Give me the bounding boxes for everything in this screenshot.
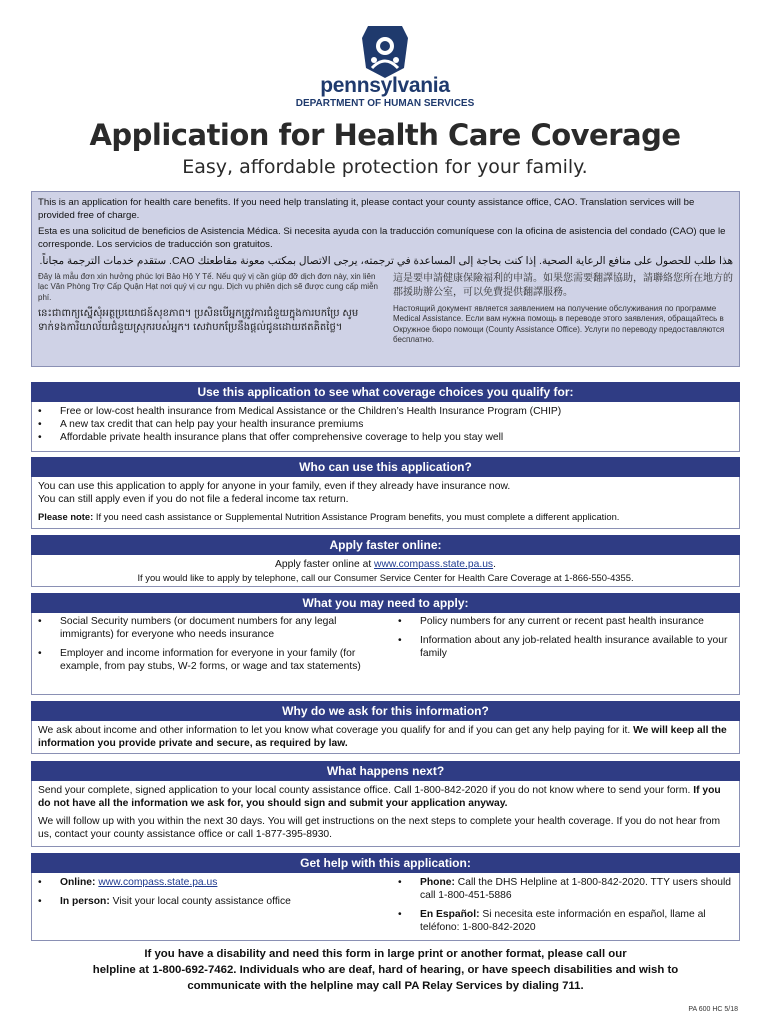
need-body [31,613,740,695]
phone-label: Phone: [420,877,455,888]
keystone-seal-icon [360,24,410,80]
notice-vietnamese: Đây là mẫu đơn xin hưởng phúc lợi Bảo Hộ Y Tế. Nếu quý vị cần giúp đỡ dịch đơn này, xin liên lạc Văn Phòng Trợ Cấp Quận Hạt nơi quý vị cư ngụ. Dịch vụ phiên dịch sẽ được cung cấp miễn phí. [38,271,378,302]
help-spanish [398,908,733,934]
accessibility-line-1: If you have a disability and need this form in large print or another format, please call our [144,948,627,960]
apply-prefix: Apply faster online at [275,559,375,570]
next-p1-bold: If you do not have all the information we ask for, you should sign and submit your application anyway. [38,785,721,809]
who-heading: Who can use this application? [31,457,740,477]
list-item: • Policy numbers for any current or recent past health insurance [398,615,733,628]
notice-chinese: 這是要申請健康保險福利的申請。如果您需要翻譯協助，請聯絡您所在地方的郡援助辦公室，可以免費提供翻譯服務。 [393,272,733,298]
online-label: Online: [60,877,96,888]
notice-arabic: هذا طلب للحصول على منافع الرعاية الصحية. إذا كنت بحاجة إلى المساعدة في ترجمته، يرجى الاتصال بمكتب معونة مقاطعتك CAO. ستقدم خدمات الترجمة مجاناً. [39,255,733,267]
next-para-1 [38,784,733,810]
in-person-label: In person: [60,896,110,907]
help-col-right [398,876,733,940]
need-heading: What you may need to apply: [31,593,740,613]
need-col-right [398,615,733,679]
why-text: We ask about income and other information to let you know what coverage you qualify for and if you can get any help paying for it. [38,725,631,736]
note-text: If you need cash assistance or Supplemental Nutrition Assistance Program benefits, you must complete a different application. [95,511,620,522]
next-para-2: We will follow up with you within the next 30 days. You will get instructions on the next steps to complete your health coverage. If you do not hear from us, contact your county assistance office or call 1-877-395-8930. [38,816,721,840]
apply-heading: Apply faster online: [31,535,740,555]
notice-col-right [393,272,733,350]
header [0,0,770,112]
need-list-right [398,615,733,660]
coverage-heading: Use this application to see what coverage choices you qualify for: [31,382,740,402]
list-item: • Free or low-cost health insurance from Medical Assistance or the Children’s Health Insurance Program (CHIP) [38,405,733,418]
who-line-1: You can use this application to apply for anyone in your family, even if they already have insurance now. [38,481,511,492]
why-heading: Why do we ask for this information? [31,701,740,721]
notice-grid [38,272,733,350]
coverage-list [38,405,733,444]
accessibility-line-3: communicate with the helpline may call PA Relay Services by dialing 711. [187,980,584,992]
page-title: Application for Health Care Coverage [89,118,681,152]
who-body [31,477,740,529]
notice-russian: Настоящий документ является заявлением на получение обслуживания по программе Medical Assistance. Если вам нужна помощь в переводе этого заявления, обращайтесь в Окружное бюро помощи (County Assistance Office). Услуги по переводу предоставляются бесплатно. [393,303,725,344]
help-compass-link[interactable]: www.compass.state.pa.us [98,877,218,888]
apply-line-1 [38,558,733,571]
help-phone [398,876,733,902]
accessibility-note [31,946,740,994]
next-p1-text: Send your complete, signed application to your local county assistance office. Call 1-800-842-2020 if you do not know where to send your form. [38,785,691,796]
page-subtitle: Easy, affordable protection for your family. [182,156,588,178]
accessibility-line-2: helpline at 1-800-692-7462. Individuals who are deaf, hard of hearing, or have speech disabilities and wish to [92,964,679,976]
help-body [31,873,740,941]
why-bold: We will keep all the information you provide private and secure, as required by law. [38,725,727,749]
compass-link[interactable]: www.compass.state.pa.us [374,559,494,570]
need-columns [38,615,733,679]
who-line-2: You can still apply even if you do not file a federal income tax return. [38,494,349,505]
why-body [31,721,740,754]
help-online [38,876,373,889]
next-heading: What happens next? [31,761,740,781]
notice-col-left [38,272,378,350]
need-list-left [38,615,373,673]
apply-body [31,555,740,587]
next-body [31,781,740,847]
org-name: pennsylvania [320,74,450,97]
org-dept: DEPARTMENT OF HUMAN SERVICES [295,98,475,109]
help-list-right [398,876,733,934]
help-col-left [38,876,373,940]
need-col-left [38,615,373,679]
spanish-text: Si necesita este información en español, llame al teléfono: 1-800-842-2020 [420,909,706,933]
who-note [38,510,733,523]
notice-english: This is an application for health care benefits. If you need help translating it, please contact your county assistance office, CAO. Translation services will be provided free of charge. [38,197,695,221]
spanish-label: En Español: [420,909,480,920]
form-id: PA 600 HC 5/18 [688,1006,738,1013]
notice-spanish: Esta es una solicitud de beneficios de Asistencia Médica. Si necesita ayuda con la traducción comuníquese con la oficina de asistencia del condado (CAO) que le corresponde. Los servicios de traducción son gratuitos. [38,226,726,250]
list-item: • Employer and income information for everyone in your family (for example, from pay stubs, W-2 forms, or wage and tax statements) [38,647,373,673]
translation-notice-box [31,191,740,367]
apply-line-2: If you would like to apply by telephone, call our Consumer Service Center for Health Care Coverage at 1-866-550-4355. [137,572,634,583]
note-label: Please note: [38,511,94,522]
apply-suffix: . [493,559,496,570]
coverage-body [31,402,740,452]
help-columns [38,876,733,940]
list-item: • Information about any job-related health insurance available to your family [398,634,733,660]
help-heading: Get help with this application: [31,853,740,873]
in-person-text: Visit your local county assistance office [112,896,291,907]
list-item: • Affordable private health insurance plans that offer comprehensive coverage to help you stay well [38,431,733,444]
help-list-left [38,876,373,908]
notice-khmer: នេះជាពាក្យស្នើសុំអត្ថប្រយោជន៍សុខភាព។ ប្រសិនបើអ្នកត្រូវការជំនួយក្នុងការបកប្រែ សូមទាក់ទងការិយាល័យជំនួយស្រុករបស់អ្នក។ សេវាបកប្រែនឹងផ្តល់ជូនដោយឥតគិតថ្លៃ។ [38,308,359,333]
help-in-person [38,895,373,908]
phone-text: Call the DHS Helpline at 1-800-842-2020. TTY users should call 1-800-451-5886 [420,877,731,901]
list-item: • A new tax credit that can help pay your health insurance premiums [38,418,733,431]
list-item: • Social Security numbers (or document numbers for any legal immigrants) for everyone who needs insurance [38,615,373,641]
